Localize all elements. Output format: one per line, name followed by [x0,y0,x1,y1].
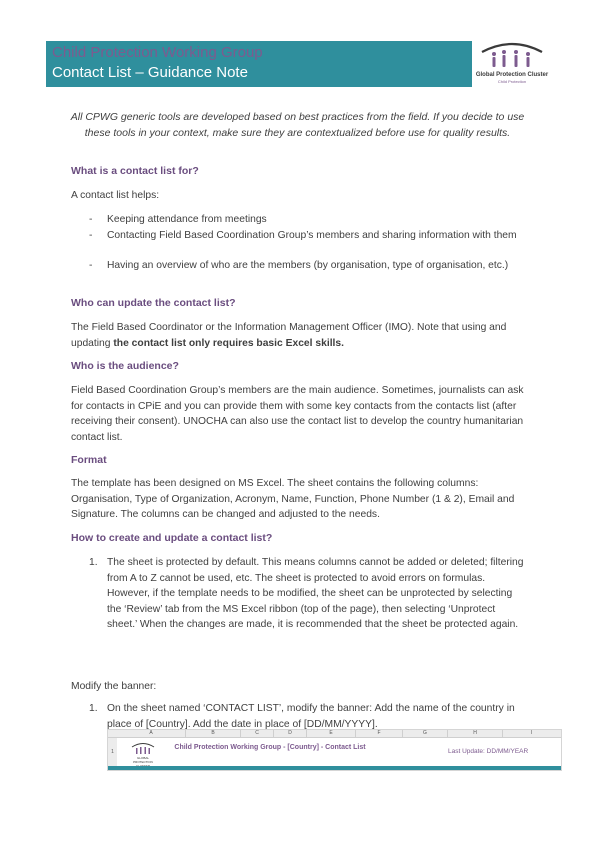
gpc-logo [472,40,552,88]
banner-line2: Contact List – Guidance Note [52,64,248,81]
logo-sub: Child Protection [497,79,527,84]
column-header: I [530,730,533,736]
bullet-text: Having an overview of who are the members (by organisation, type of organisation, etc.) [107,260,509,271]
item-text: The sheet is protected by default. This means columns cannot be added or deleted; filtering from A to Z cannot be used, etc. The sheet is protected to avoid errors on formulas. However, if the template needs to be modified, the sheet can be unprotected by selecting the ‘Review’ tab from the MS Excel ribbon (top of the page), then selecting ‘Unprotect sheet.’ When the changes are made, it is recommended that the sheet be protected again. [107,557,524,630]
logo-name: Global Protection Cluster [475,72,549,78]
column-header: A [117,730,186,737]
section-heading: How to create and update a contact list? [71,532,273,544]
paragraph [71,320,526,351]
column-header: C [241,730,274,737]
column-header: F [356,730,403,737]
title-banner [46,41,472,87]
mini-logo [128,741,158,763]
bullet-marker: - [89,230,93,241]
intro-note: All CPWG generic tools are developed based on best practices from the field. If you decide to use these tools in your context, make sure they are contextualized before use for quality results. [70,111,525,139]
bullet-marker: - [89,260,93,271]
item-number: 1. [89,703,98,714]
subheading: Modify the banner: [71,681,157,692]
column-header: G [403,730,448,737]
paragraph-bold: the contact list only requires basic Excel skills. [113,337,345,349]
sheet-title: Child Protection Working Group - [Country] - Contact List [174,744,366,751]
paragraph: Field Based Coordination Group’s members are the main audience. Sometimes, journalists can ask for contacts in CPiE and you can provide them with some key contacts from the contacts list (after receiving their consent). UNOCHA can also use the contact list to develop the country humanitarian contact list. [71,385,524,443]
paragraph-text: The Field Based Coordinator or the Information Management Officer (IMO). Note that using and updating [71,322,507,349]
column-header: B [186,730,241,737]
item-number: 1. [89,557,98,568]
column-header: E [307,730,356,737]
section-heading: Who is the audience? [71,360,179,372]
section-heading: What is a contact list for? [71,165,199,177]
bullet-text: Keeping attendance from meetings [107,214,267,225]
bullet-marker: - [89,214,93,225]
sheet-last-update: Last Update: DD/MM/YEAR [448,748,529,755]
banner-line1: Child Protection Working Group [52,44,263,61]
sheet-banner-bar [108,766,561,770]
section-heading: Who can update the contact list? [71,297,236,309]
column-header: H [448,730,503,737]
mini-logo-text: GLOBAL PROTECTION [133,756,153,764]
item-text: On the sheet named ‘CONTACT LIST’, modify the banner: Add the name of the country in place of [Country]. Add the date in place of [DD/MM/YYYY]. [107,703,515,730]
mini-logo-icon [128,741,158,756]
paragraph: A contact list helps: [71,190,160,201]
column-header-row [108,730,561,738]
row-number: 1 [108,738,117,766]
bullet-text: Contacting Field Based Coordination Group’s members and sharing information with them [107,230,517,241]
column-header: D [274,730,307,737]
gpc-logo-icon [472,40,552,72]
excel-banner-screenshot [107,729,562,771]
section-heading: Format [71,454,107,466]
paragraph: The template has been designed on MS Excel. The sheet contains the following columns: Organisation, Type of Organization, Acronym, Name, Function, Phone Number (1 & 2), Email and Signature. The columns can be changed and adjusted to the needs. [71,478,515,520]
